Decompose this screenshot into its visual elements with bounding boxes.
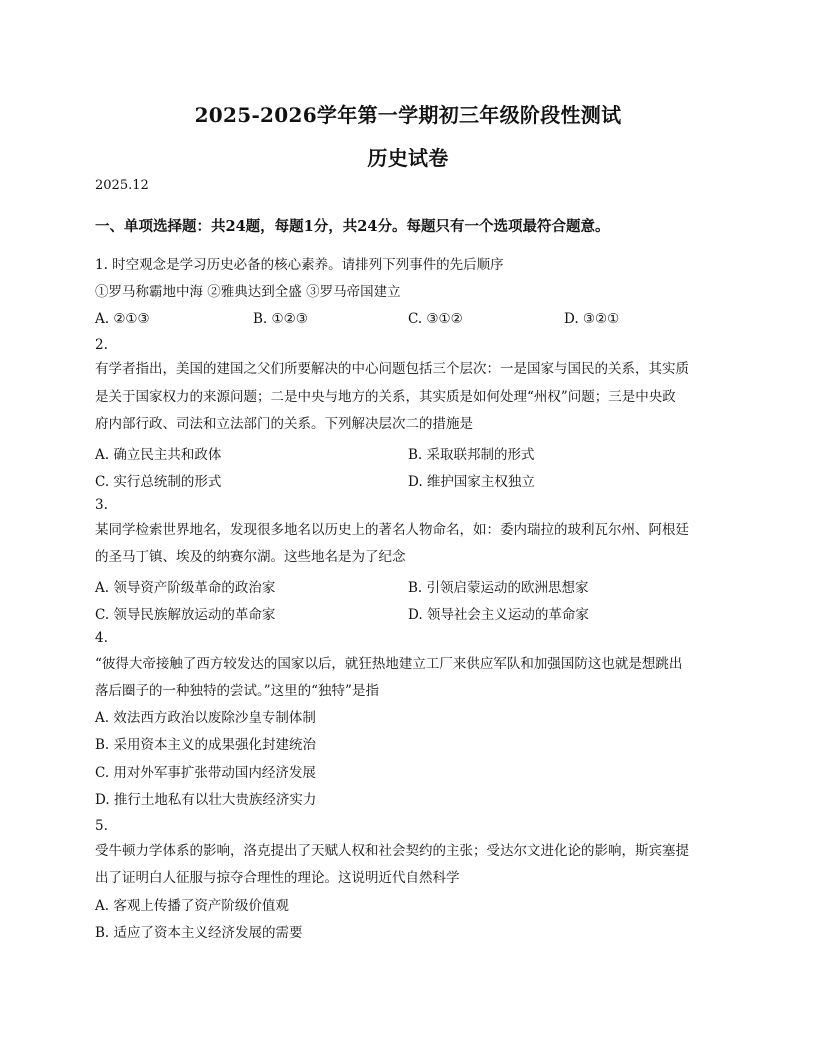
option-c: C. 领导民族解放运动的革命家 [95, 607, 276, 623]
option-b: B. 适应了资本主义经济发展的需要 [95, 925, 303, 941]
question-2-stem-line: 是关于国家权力的来源问题；二是中央与地方的关系，其实质是如何处理“州权”问题；三是中央政 [95, 389, 676, 405]
question-3-options-row2 [95, 603, 725, 621]
exam-subtitle: 历史试卷 [367, 146, 449, 170]
question-2-stem-line: 府内部行政、司法和立法部门的关系。下列解决层次二的措施是 [95, 416, 473, 432]
question-3-number: 3. [95, 497, 108, 513]
option-d: D. 领导社会主义运动的革命家 [408, 607, 589, 623]
question-1-stem: 1. 时空观念是学习历史必备的核心素养。请排列下列事件的先后顺序 [95, 257, 504, 273]
option-a: A. ②①③ [95, 311, 150, 327]
section-heading: 一、单项选择题：共24题，每题1分，共24分。每题只有一个选项最符合题意。 [95, 218, 610, 235]
option-b: B. 采用资本主义的成果强化封建统治 [95, 737, 317, 753]
option-c: C. 用对外军事扩张带动国内经济发展 [95, 765, 316, 781]
option-a: A. 领导资产阶级革命的政治家 [95, 580, 276, 596]
question-3-stem-line: 某同学检索世界地名，发现很多地名以历史上的著名人物命名，如：委内瑞拉的玻利瓦尔州、阿根廷 [95, 522, 689, 538]
option-b: B. 采取联邦制的形式 [408, 447, 535, 463]
question-1-events: ①罗马称霸地中海 ②雅典达到全盛 ③罗马帝国建立 [95, 284, 401, 300]
option-c: C. 实行总统制的形式 [95, 474, 222, 490]
exam-title: 2025-2026学年第一学期初三年级阶段性测试 [194, 103, 622, 127]
option-b: B. ①②③ [253, 311, 308, 327]
option-d: D. ③②① [564, 311, 620, 327]
option-a: A. 客观上传播了资产阶级价值观 [95, 898, 289, 914]
option-a: A. 确立民主共和政体 [95, 447, 222, 463]
question-5-stem-line: 受牛顿力学体系的影响，洛克提出了天赋人权和社会契约的主张；受达尔文进化论的影响，斯宾塞提 [95, 843, 689, 859]
question-3-options-row1 [95, 576, 725, 594]
option-d: D. 推行土地私有以壮大贵族经济实力 [95, 792, 317, 808]
question-4-number: 4. [95, 630, 108, 646]
question-4-stem-line: “彼得大帝接触了西方较发达的国家以后，就狂热地建立工厂来供应军队和加强国防这也就是想跳出 [95, 656, 683, 672]
option-b: B. 引领启蒙运动的欧洲思想家 [408, 580, 589, 596]
question-3-stem-line: 的圣马丁镇、埃及的纳赛尔湖。这些地名是为了纪念 [95, 549, 406, 565]
question-4-stem-line: 落后圈子的一种独特的尝试。”这里的“独特”是指 [95, 683, 379, 699]
question-2-number: 2. [95, 337, 108, 353]
question-2-options-row2 [95, 470, 725, 488]
option-c: C. ③①② [408, 311, 463, 327]
option-a: A. 效法西方政治以废除沙皇专制体制 [95, 710, 316, 726]
question-2-options-row1 [95, 443, 725, 461]
exam-date: 2025.12 [95, 178, 149, 193]
option-d: D. 维护国家主权独立 [408, 474, 535, 490]
question-5-number: 5. [95, 818, 108, 834]
question-5-stem-line: 出了证明白人征服与掠夺合理性的理论。这说明近代自然科学 [95, 870, 460, 886]
question-2-stem-line: 有学者指出，美国的建国之父们所要解决的中心问题包括三个层次：一是国家与国民的关系，其实质 [95, 361, 689, 377]
question-1-options [95, 311, 725, 329]
